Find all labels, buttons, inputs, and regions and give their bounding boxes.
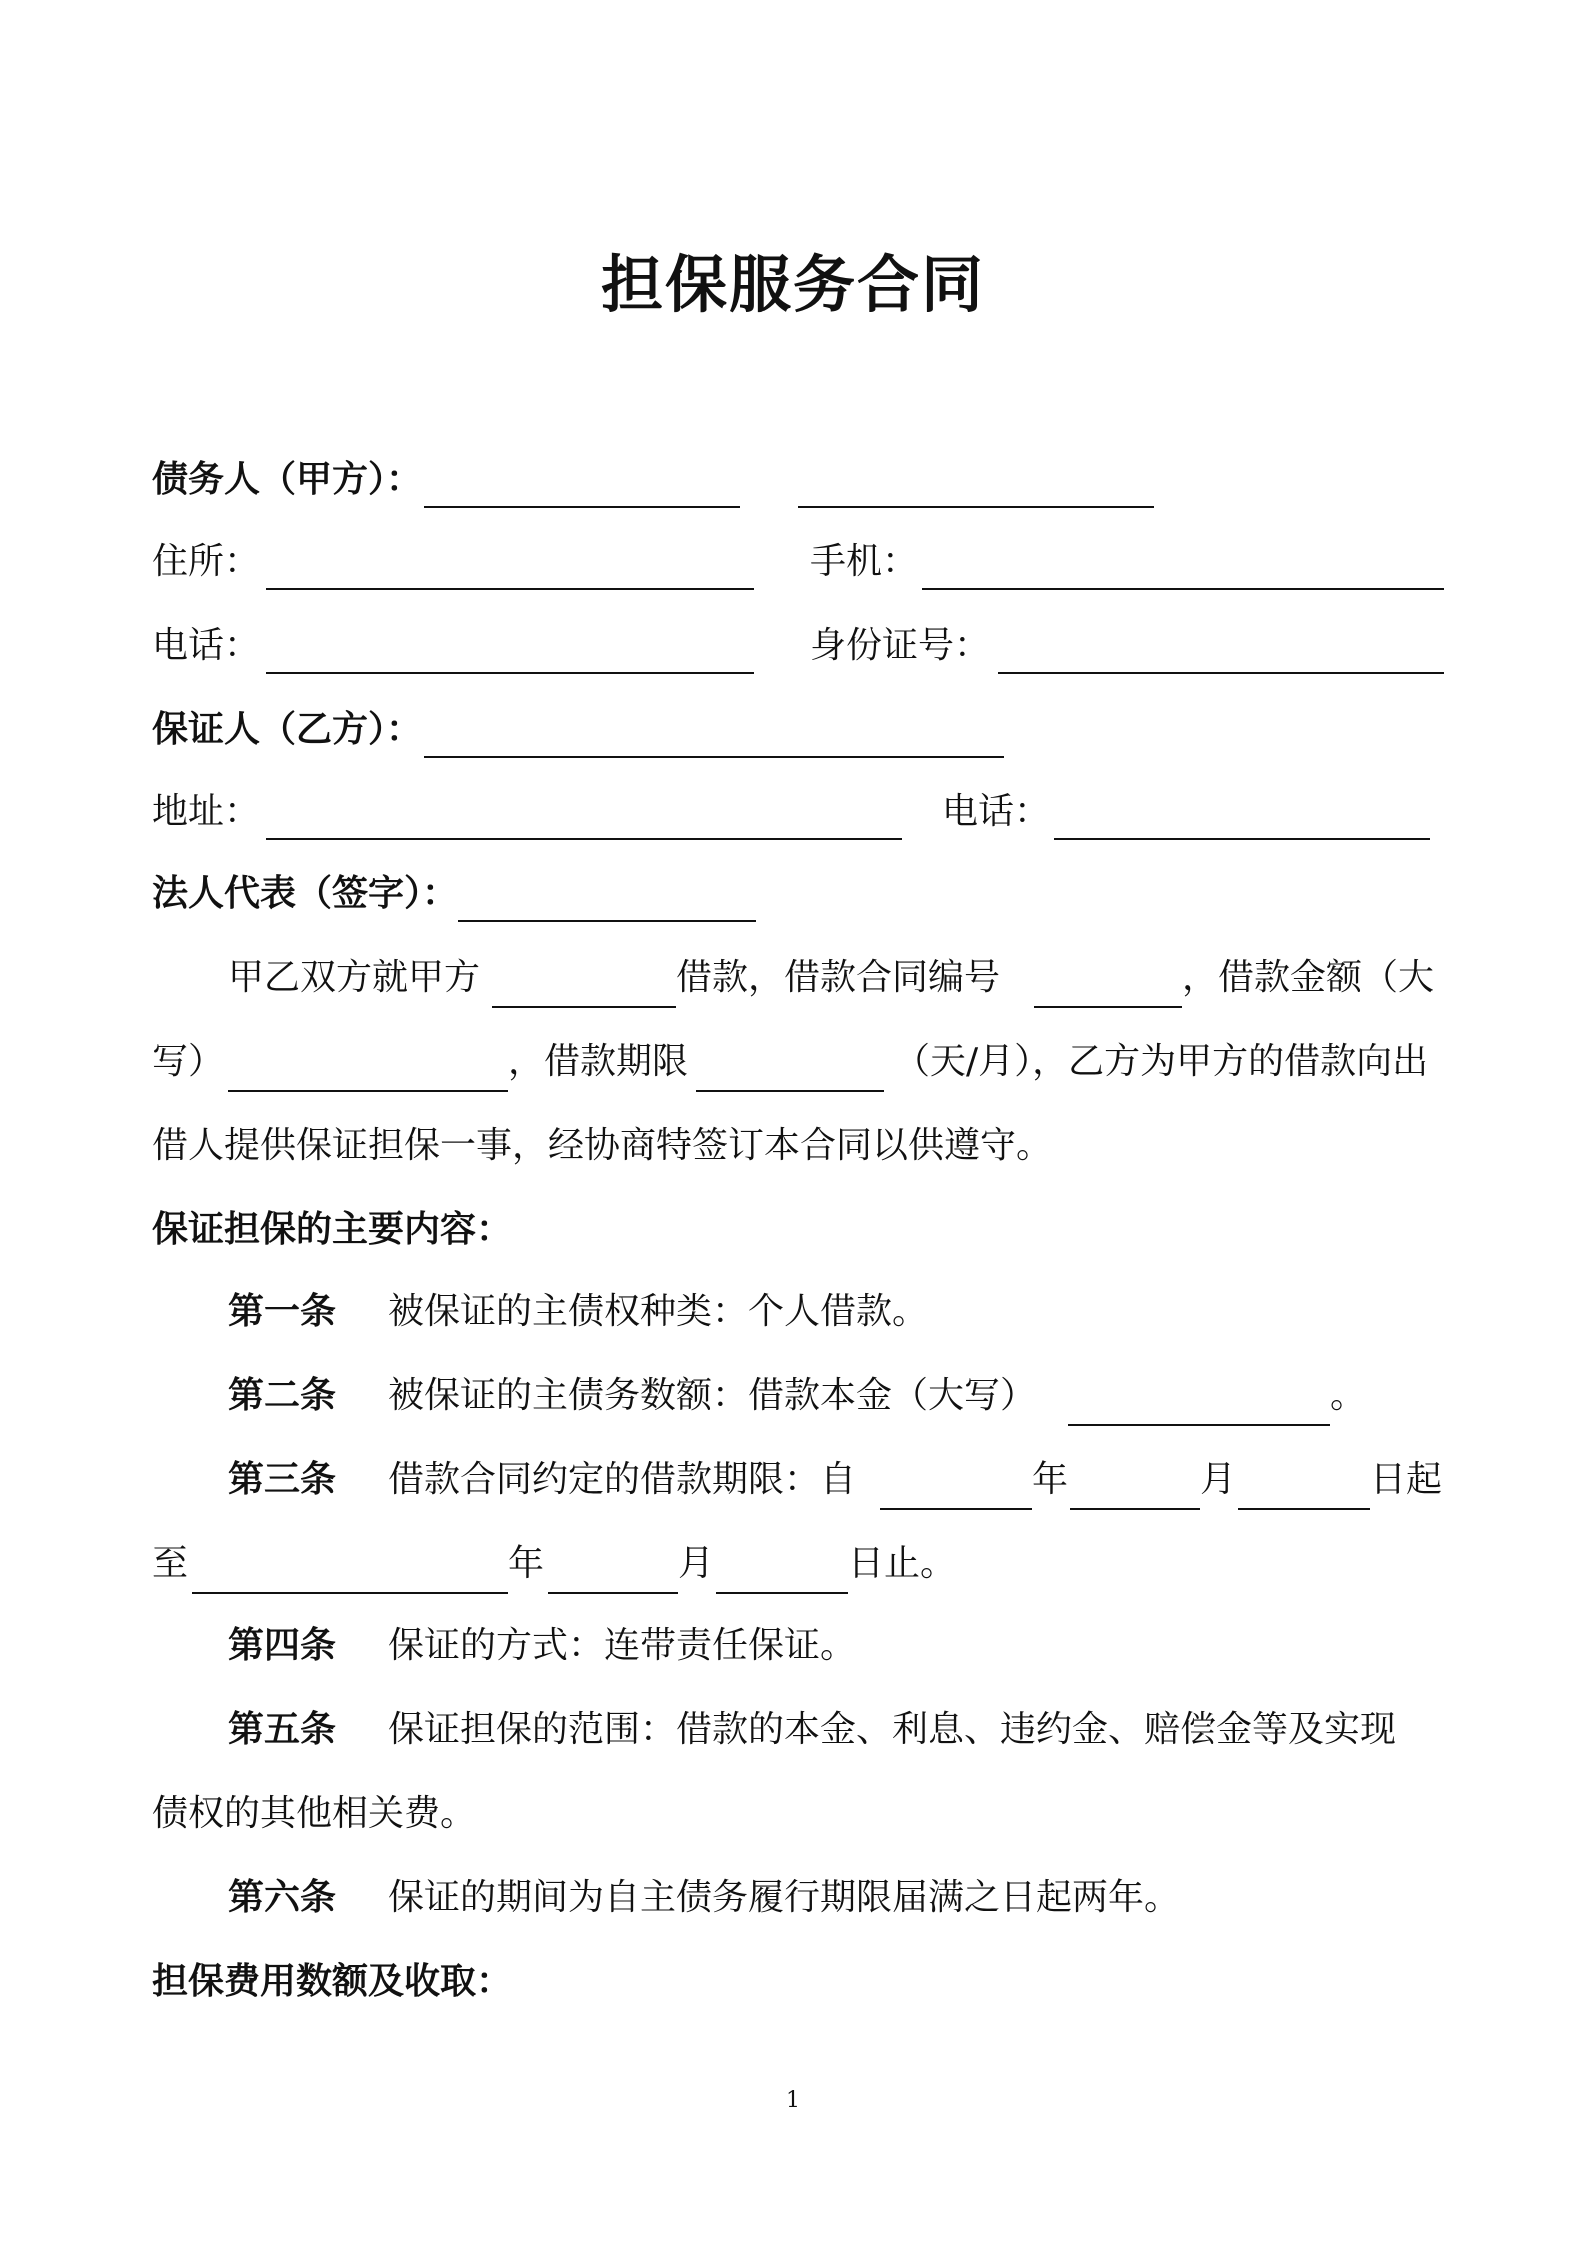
article-3-day-to: 日止。: [848, 1543, 957, 1584]
contract-number-blank[interactable]: [1034, 1006, 1182, 1008]
article-3-text: 借款合同约定的借款期限：自: [388, 1459, 857, 1500]
article-5-text: 保证担保的范围：借款的本金、利息、违约金、赔偿金等及实现: [388, 1709, 1397, 1750]
guarantor-name-blank[interactable]: [424, 756, 1004, 758]
start-day-blank[interactable]: [1238, 1508, 1370, 1510]
section-heading-guarantee-fee: 担保费用数额及收取：: [152, 1961, 513, 2002]
article-2-text: 被保证的主债务数额：借款本金（大写）: [388, 1375, 1037, 1416]
loan-purpose-blank[interactable]: [492, 1006, 676, 1008]
debtor-label: 债务人（甲方）：: [152, 459, 423, 500]
article-1-text: 被保证的主债权种类：个人借款。: [388, 1291, 929, 1332]
article-3-year: 年: [1032, 1459, 1069, 1500]
intro-text-1a: 甲乙双方就甲方: [228, 957, 481, 998]
guarantor-phone-label: 电话：: [942, 791, 1051, 832]
loan-amount-blank[interactable]: [228, 1090, 508, 1092]
mobile-blank[interactable]: [922, 588, 1444, 590]
start-month-blank[interactable]: [1070, 1508, 1200, 1510]
article-5-continuation: 债权的其他相关费。: [152, 1793, 477, 1834]
principal-amount-blank[interactable]: [1068, 1424, 1330, 1426]
article-1: [228, 1286, 928, 1338]
intro-text-1c: ，借款金额（大: [1182, 957, 1435, 998]
article-3-month: 月: [1200, 1459, 1237, 1500]
intro-text-2a: 写）: [152, 1041, 225, 1082]
article-3-number: 第三条: [228, 1459, 337, 1500]
intro-text-2b: ，借款期限: [508, 1041, 689, 1082]
article-3-month-2: 月: [678, 1543, 715, 1584]
end-year-blank[interactable]: [192, 1592, 508, 1594]
phone-label: 电话：: [152, 625, 261, 666]
article-2-end: 。: [1330, 1375, 1367, 1416]
article-5: [228, 1704, 1396, 1756]
loan-term-blank[interactable]: [696, 1090, 884, 1092]
intro-text-1b: 借款，借款合同编号: [676, 957, 1001, 998]
debtor-extra-blank[interactable]: [798, 506, 1154, 508]
end-month-blank[interactable]: [548, 1592, 678, 1594]
guarantor-label: 保证人（乙方）：: [152, 709, 423, 750]
article-4: [228, 1620, 856, 1672]
page-number: 1: [786, 2088, 800, 2113]
guarantor-address-label: 地址：: [152, 791, 261, 832]
debtor-name-blank[interactable]: [424, 506, 740, 508]
article-4-text: 保证的方式：连带责任保证。: [388, 1625, 857, 1666]
article-3: [228, 1454, 856, 1506]
article-5-number: 第五条: [228, 1709, 337, 1750]
intro-text-3: 借人提供保证担保一事，经协商特签订本合同以供遵守。: [152, 1125, 1053, 1166]
intro-text-2c: （天/月），乙方为甲方的借款向出: [894, 1041, 1429, 1082]
article-2: [228, 1370, 1036, 1422]
guarantor-phone-blank[interactable]: [1054, 838, 1430, 840]
address-label: 住所：: [152, 541, 261, 582]
article-1-number: 第一条: [228, 1291, 337, 1332]
id-blank[interactable]: [998, 672, 1444, 674]
start-year-blank[interactable]: [880, 1508, 1032, 1510]
end-day-blank[interactable]: [716, 1592, 848, 1594]
phone-blank[interactable]: [266, 672, 754, 674]
guarantor-address-blank[interactable]: [266, 838, 902, 840]
legal-rep-label: 法人代表（签字）：: [152, 873, 459, 914]
article-6-text: 保证的期间为自主债务履行期限届满之日起两年。: [388, 1877, 1181, 1918]
article-2-number: 第二条: [228, 1375, 337, 1416]
article-3-year-2: 年: [508, 1543, 545, 1584]
address-blank[interactable]: [266, 588, 754, 590]
article-6: [228, 1872, 1180, 1924]
id-label: 身份证号：: [810, 625, 991, 666]
legal-rep-signature-blank[interactable]: [458, 920, 756, 922]
article-6-number: 第六条: [228, 1877, 337, 1918]
article-4-number: 第四条: [228, 1625, 337, 1666]
mobile-label: 手机：: [810, 541, 919, 582]
article-3-day-from: 日起: [1370, 1459, 1443, 1500]
document-title: 担保服务合同: [600, 248, 985, 321]
section-heading-main-content: 保证担保的主要内容：: [152, 1209, 513, 1250]
article-3-to: 至: [152, 1543, 189, 1584]
